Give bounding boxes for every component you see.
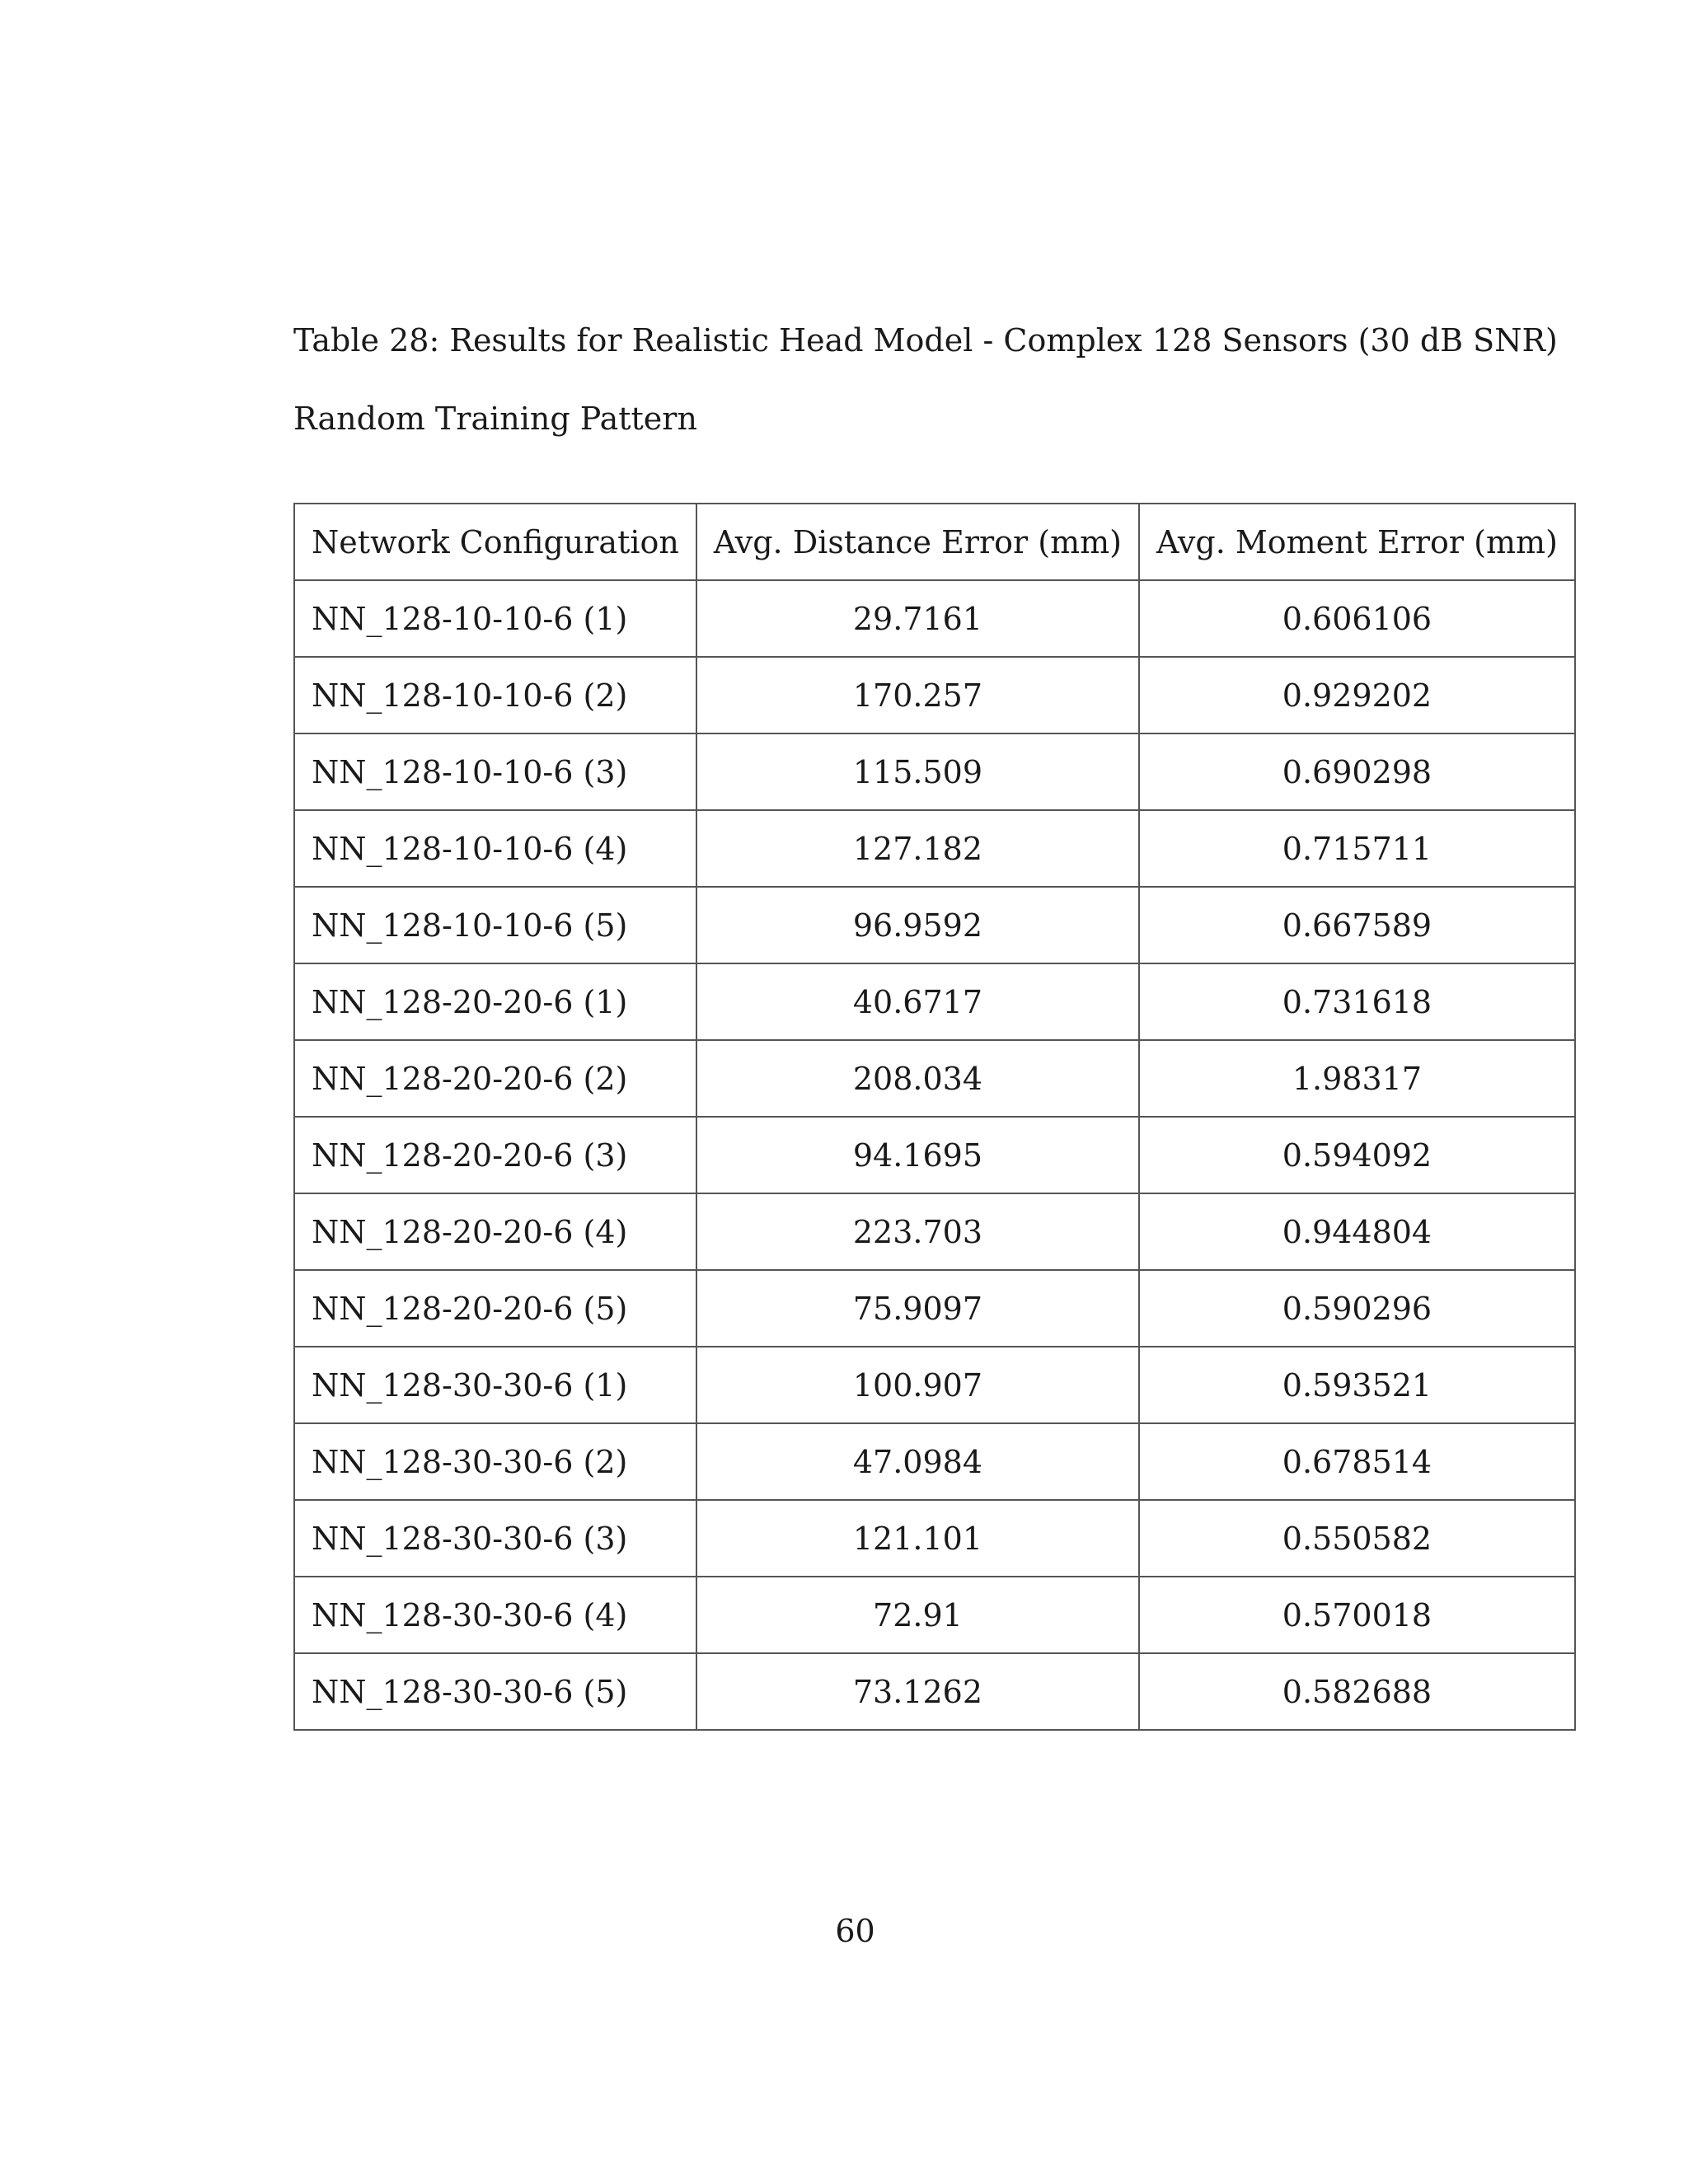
avg-distance-error-cell: 47.0984 xyxy=(696,1423,1139,1500)
network-configuration-cell: NN_128-30-30-6 (2) xyxy=(294,1423,696,1500)
network-configuration-cell: NN_128-20-20-6 (2) xyxy=(294,1040,696,1117)
avg-moment-error-cell: 0.582688 xyxy=(1139,1653,1575,1730)
column-header-network-configuration: Network Configuration xyxy=(294,504,696,580)
table-row xyxy=(294,580,1575,657)
table-caption: Table 28: Results for Realistic Head Model - Complex 128 Sensors (30 dB SNR) xyxy=(293,322,1558,359)
table-body xyxy=(294,580,1575,1730)
avg-moment-error-cell: 0.678514 xyxy=(1139,1423,1575,1500)
network-configuration-cell: NN_128-10-10-6 (2) xyxy=(294,657,696,733)
page-number: 60 xyxy=(835,1913,875,1949)
avg-distance-error-cell: 73.1262 xyxy=(696,1653,1139,1730)
table-row xyxy=(294,1117,1575,1193)
avg-moment-error-cell: 0.715711 xyxy=(1139,810,1575,887)
table-row xyxy=(294,887,1575,963)
avg-distance-error-cell: 72.91 xyxy=(696,1577,1139,1653)
avg-distance-error-cell: 121.101 xyxy=(696,1500,1139,1577)
network-configuration-cell: NN_128-10-10-6 (3) xyxy=(294,733,696,810)
network-configuration-cell: NN_128-30-30-6 (3) xyxy=(294,1500,696,1577)
avg-moment-error-cell: 0.690298 xyxy=(1139,733,1575,810)
avg-moment-error-cell: 0.929202 xyxy=(1139,657,1575,733)
avg-distance-error-cell: 127.182 xyxy=(696,810,1139,887)
network-configuration-cell: NN_128-10-10-6 (5) xyxy=(294,887,696,963)
avg-distance-error-cell: 100.907 xyxy=(696,1347,1139,1423)
avg-distance-error-cell: 40.6717 xyxy=(696,963,1139,1040)
avg-moment-error-cell: 1.98317 xyxy=(1139,1040,1575,1117)
avg-distance-error-cell: 94.1695 xyxy=(696,1117,1139,1193)
table-row xyxy=(294,1577,1575,1653)
network-configuration-cell: NN_128-20-20-6 (5) xyxy=(294,1270,696,1347)
avg-moment-error-cell: 0.570018 xyxy=(1139,1577,1575,1653)
table-row xyxy=(294,963,1575,1040)
avg-distance-error-cell: 29.7161 xyxy=(696,580,1139,657)
table-row xyxy=(294,657,1575,733)
network-configuration-cell: NN_128-30-30-6 (4) xyxy=(294,1577,696,1653)
avg-moment-error-cell: 0.550582 xyxy=(1139,1500,1575,1577)
avg-distance-error-cell: 223.703 xyxy=(696,1193,1139,1270)
avg-moment-error-cell: 0.590296 xyxy=(1139,1270,1575,1347)
table-row xyxy=(294,733,1575,810)
results-table xyxy=(293,503,1576,1731)
avg-moment-error-cell: 0.944804 xyxy=(1139,1193,1575,1270)
network-configuration-cell: NN_128-10-10-6 (4) xyxy=(294,810,696,887)
column-header-avg-moment-error: Avg. Moment Error (mm) xyxy=(1139,504,1575,580)
table-row xyxy=(294,1423,1575,1500)
avg-distance-error-cell: 115.509 xyxy=(696,733,1139,810)
avg-distance-error-cell: 96.9592 xyxy=(696,887,1139,963)
avg-moment-error-cell: 0.594092 xyxy=(1139,1117,1575,1193)
avg-moment-error-cell: 0.593521 xyxy=(1139,1347,1575,1423)
avg-moment-error-cell: 0.606106 xyxy=(1139,580,1575,657)
table-row xyxy=(294,1500,1575,1577)
table-row xyxy=(294,1653,1575,1730)
avg-distance-error-cell: 170.257 xyxy=(696,657,1139,733)
table-row xyxy=(294,1193,1575,1270)
network-configuration-cell: NN_128-20-20-6 (3) xyxy=(294,1117,696,1193)
table-row xyxy=(294,810,1575,887)
avg-distance-error-cell: 208.034 xyxy=(696,1040,1139,1117)
network-configuration-cell: NN_128-30-30-6 (1) xyxy=(294,1347,696,1423)
network-configuration-cell: NN_128-10-10-6 (1) xyxy=(294,580,696,657)
avg-distance-error-cell: 75.9097 xyxy=(696,1270,1139,1347)
network-configuration-cell: NN_128-20-20-6 (1) xyxy=(294,963,696,1040)
network-configuration-cell: NN_128-20-20-6 (4) xyxy=(294,1193,696,1270)
column-header-avg-distance-error: Avg. Distance Error (mm) xyxy=(696,504,1139,580)
table-subcaption: Random Training Pattern xyxy=(293,401,697,437)
table-row xyxy=(294,1040,1575,1117)
avg-moment-error-cell: 0.731618 xyxy=(1139,963,1575,1040)
network-configuration-cell: NN_128-30-30-6 (5) xyxy=(294,1653,696,1730)
avg-moment-error-cell: 0.667589 xyxy=(1139,887,1575,963)
table-row xyxy=(294,1270,1575,1347)
table-row xyxy=(294,1347,1575,1423)
table-header-row xyxy=(294,504,1575,580)
